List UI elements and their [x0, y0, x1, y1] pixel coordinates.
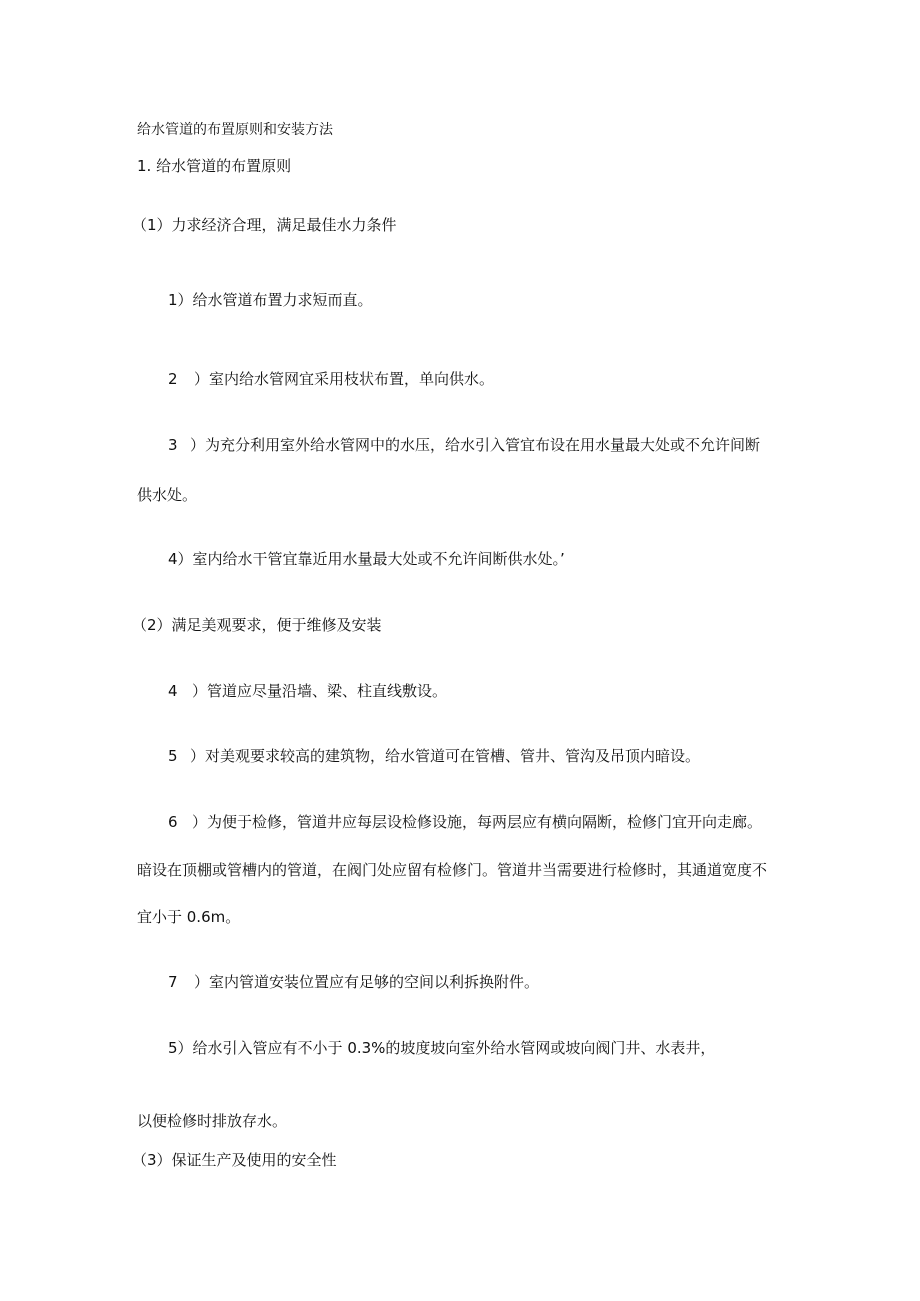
item-4b — [168, 681, 447, 701]
item-2-text: ）室内给水管网宜采用枝状布置，单向供水。 — [194, 370, 495, 388]
item-6 — [168, 812, 762, 832]
item-7 — [168, 972, 539, 992]
item-3-number: 3 — [168, 436, 178, 454]
item-7-number: 7 — [168, 973, 178, 991]
subheading-1: （1）力求经济合理，满足最佳水力条件 — [132, 216, 397, 234]
item-4b-text: ）管道应尽量沿墙、梁、柱直线敷设。 — [192, 682, 448, 700]
item-5b: 5）给水引入管应有不小于 0.3%的坡度坡向室外给水管网或坡向阀门井、水表井， — [168, 1039, 716, 1057]
item-5b-continuation: 以便检修时排放存水。 — [137, 1112, 288, 1130]
item-6-text: ）为便于检修，管道井应每层设检修设施，每两层应有横向隔断，检修门宜开向走廊。 — [192, 813, 763, 831]
item-5-number: 5 — [168, 747, 178, 765]
subheading-2: （2）满足美观要求，便于维修及安装 — [132, 616, 382, 634]
item-5 — [168, 746, 700, 766]
item-7-text: ）室内管道安装位置应有足够的空间以利拆换附件。 — [194, 973, 540, 991]
item-4b-number: 4 — [168, 682, 178, 700]
item-2 — [168, 369, 494, 389]
item-6-continuation-1: 暗设在顶棚或管槽内的管道，在阀门处应留有检修门。管道井当需要进行检修时，其通道宽度不 — [137, 861, 768, 879]
item-3 — [168, 435, 760, 455]
item-3-text: ）为充分利用室外给水管网中的水压，给水引入管宜布设在用水量最大处或不允许间断 — [190, 436, 761, 454]
item-6-continuation-2: 宜小于 0.6m。 — [137, 908, 241, 926]
section-heading-1: 1. 给水管道的布置原则 — [137, 157, 292, 175]
item-4a: 4）室内给水干管宜靠近用水量最大处或不允许间断供水处。’ — [168, 550, 565, 568]
subheading-3: （3）保证生产及使用的安全性 — [132, 1151, 337, 1169]
item-3-continuation: 供水处。 — [137, 486, 198, 504]
item-2-number: 2 — [168, 370, 178, 388]
item-1: 1）给水管道布置力求短而直。 — [168, 291, 373, 309]
document-title: 给水管道的布置原则和安装方法 — [137, 122, 333, 138]
item-5-text: ）对美观要求较高的建筑物，给水管道可在管槽、管井、管沟及吊顶内暗设。 — [190, 747, 701, 765]
item-6-number: 6 — [168, 813, 178, 831]
